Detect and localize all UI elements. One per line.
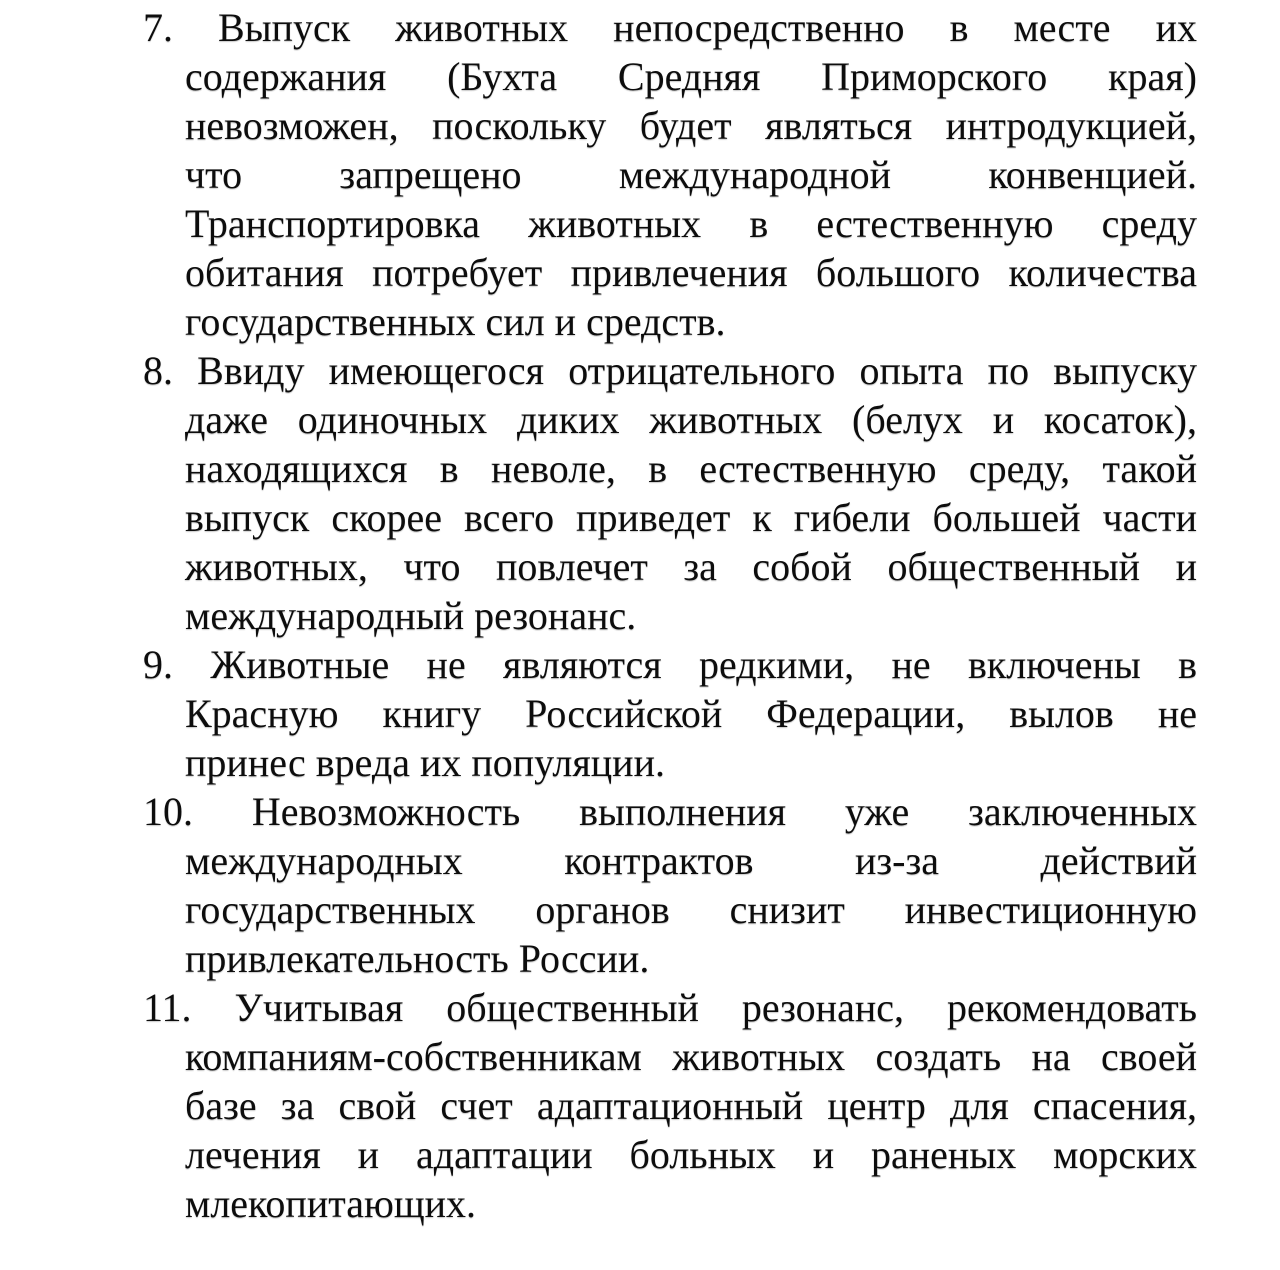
text-line: невозможен, поскольку будет являться интродукцией,: [185, 103, 1197, 148]
list-item-number: 11.: [143, 985, 192, 1030]
list-item-8: [143, 346, 1197, 640]
text-line: что запрещено международной конвенцией.: [185, 152, 1197, 197]
text-line: находящихся в неволе, в естественную среду, такой: [185, 446, 1197, 491]
text-line: содержания (Бухта Средняя Приморского края): [185, 54, 1197, 99]
list-item-7: [143, 3, 1197, 346]
list-item-number: 9.: [143, 642, 173, 687]
text-line: [143, 640, 1197, 689]
text-line: обитания потребует привлечения большого количества: [185, 250, 1197, 295]
list-item-number: 7.: [143, 5, 173, 50]
list-item-10: [143, 787, 1197, 983]
list-item-9: [143, 640, 1197, 787]
text-line: государственных сил и средств.: [185, 299, 726, 344]
list-item-text: Ввиду имеющегося отрицательного опыта по выпуску: [197, 348, 1198, 393]
list-item-11: [143, 983, 1197, 1228]
text-line: выпуск скорее всего приведет к гибели большей части: [185, 495, 1197, 540]
list-item-number: 10.: [143, 789, 193, 834]
text-line: лечения и адаптации больных и раненых морских: [185, 1132, 1197, 1177]
list-item-text: Учитывая общественный резонанс, рекомендовать: [234, 985, 1197, 1030]
text-line: животных, что повлечет за собой общественный и: [185, 544, 1197, 589]
text-line: млекопитающих.: [185, 1181, 477, 1226]
list-item-text: Животные не являются редкими, не включены в: [210, 642, 1198, 687]
text-line: даже одиночных диких животных (белух и косаток),: [185, 397, 1197, 442]
text-line: международных контрактов из-за действий: [185, 838, 1197, 883]
text-line: [143, 346, 1197, 395]
text-line: международный резонанс.: [185, 593, 637, 638]
list-item-text: Выпуск животных непосредственно в месте их: [218, 5, 1197, 50]
text-line: Транспортировка животных в естественную среду: [185, 201, 1197, 246]
text-line: [143, 787, 1197, 836]
text-line: привлекательность России.: [185, 936, 650, 981]
list-item-number: 8.: [143, 348, 173, 393]
text-line: [143, 983, 1197, 1032]
list-item-text: Невозможность выполнения уже заключенных: [251, 789, 1197, 834]
text-line: Красную книгу Российской Федерации, вылов не: [185, 691, 1197, 736]
text-line: государственных органов снизит инвестиционную: [185, 887, 1197, 932]
text-line: [143, 3, 1197, 52]
text-line: компаниям-собственникам животных создать на своей: [185, 1034, 1197, 1079]
text-line: принес вреда их популяции.: [185, 740, 665, 785]
text-line: базе за свой счет адаптационный центр для спасения,: [185, 1083, 1197, 1128]
